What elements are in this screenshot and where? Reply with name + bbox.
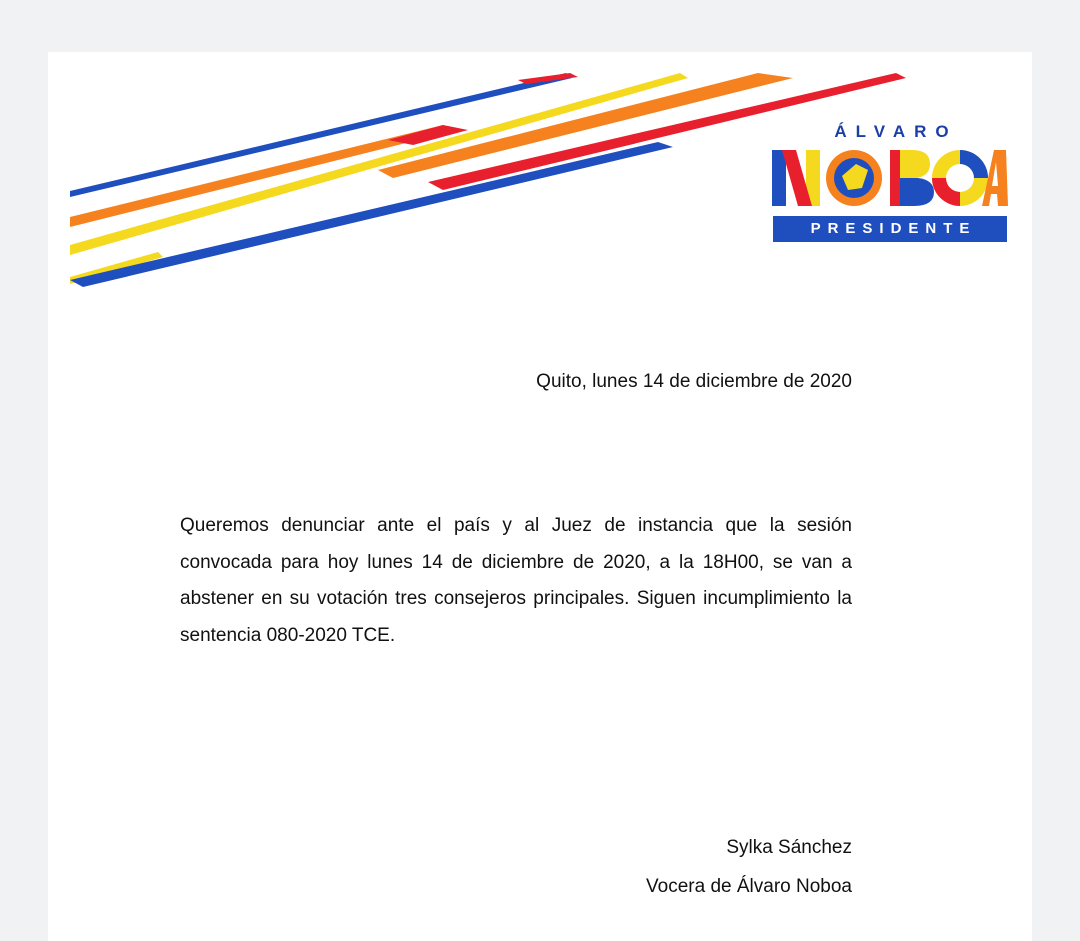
date-line: Quito, lunes 14 de diciembre de 2020 bbox=[536, 371, 852, 392]
document-page bbox=[48, 52, 1032, 941]
signer-title: Vocera de Álvaro Noboa bbox=[646, 876, 852, 897]
signer-name: Sylka Sánchez bbox=[726, 837, 852, 858]
logo-wordmark bbox=[772, 148, 1008, 210]
signature-block bbox=[646, 828, 852, 906]
letter-body: Queremos denunciar ante el país y al Juez de instancia que la sesión convocada para hoy lunes 14 de diciembre de 2020, a la 18H00, se van a abstener en su votación tres consejeros principales. Siguen incumplimiento la sentencia 080-2020 TCE. bbox=[180, 515, 852, 646]
logo-bottom-banner: PRESIDENTE bbox=[773, 216, 1007, 242]
logo-top-text: ÁLVARO bbox=[834, 122, 958, 141]
